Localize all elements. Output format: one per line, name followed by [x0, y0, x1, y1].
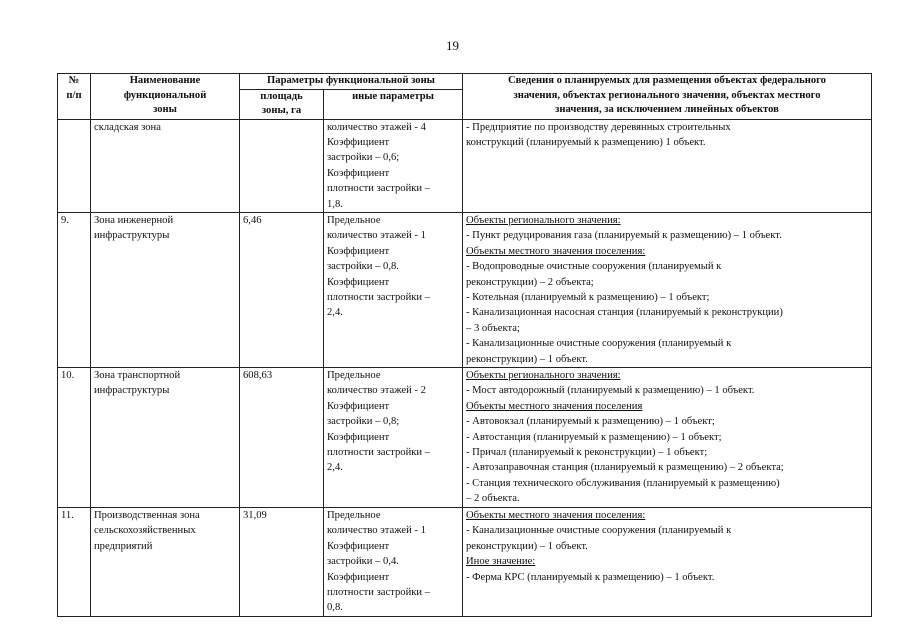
objects-heading: Объекты местного значения поселения: — [466, 245, 646, 257]
header-params-group: Параметры функциональной зоны — [240, 74, 463, 90]
object-item: - Канализационная насосная станция (планируемый к реконструкции) — [466, 307, 783, 319]
zone-area — [240, 119, 324, 212]
zone-name: Производственная зона сельскохозяйственных предприятий — [91, 508, 240, 617]
object-item: - Предприятие по производству деревянных строительных — [466, 121, 731, 133]
object-item: - Мост автодорожный (планируемый к размещению) – 1 объект. — [466, 385, 755, 397]
zone-params: Предельное количество этажей - 1 Коэффициент застройки – 0,4. Коэффициент плотности застройки – 0,8. — [324, 508, 463, 617]
objects-heading: Объекты регионального значения: — [466, 370, 621, 381]
header-zone-name: Наименование функциональной зоны — [91, 74, 240, 120]
row-number: 11. — [58, 508, 91, 617]
table-row — [58, 119, 872, 212]
zone-params: количество этажей - 4 Коэффициент застройки – 0,6; Коэффициент плотности застройки – 1,8. — [324, 119, 463, 212]
zone-area: 6,46 — [240, 212, 324, 367]
zone-area: 31,09 — [240, 508, 324, 617]
zone-name: складская зона — [91, 119, 240, 212]
object-item: - Пункт редуцирования газа (планируемый к размещению) – 1 объект. — [466, 230, 782, 242]
object-item: - Автозаправочная станция (планируемый к размещению) – 2 объекта; — [466, 462, 784, 474]
object-item: - Автовокзал (планируемый к размещению) – 1 объект; — [466, 416, 715, 428]
object-item: реконструкции) – 2 объекта; — [466, 276, 594, 288]
objects-heading: Объекты местного значения поселения — [466, 400, 643, 412]
zones-table — [57, 73, 872, 617]
zone-objects — [463, 212, 872, 367]
header-num: № п/п — [58, 74, 91, 120]
table-body — [58, 119, 872, 616]
header-area: площадь зоны, га — [240, 89, 324, 119]
zone-params: Предельное количество этажей - 2 Коэффициент застройки – 0,8; Коэффициент плотности застройки – 2,4. — [324, 368, 463, 508]
object-item: реконструкции) – 1 объект. — [466, 353, 588, 365]
objects-heading: Объекты местного значения поселения: — [466, 510, 646, 521]
row-number: 10. — [58, 368, 91, 508]
object-item: - Станция технического обслуживания (планируемый к размещению) — [466, 477, 780, 489]
objects-heading: Объекты регионального значения: — [466, 214, 621, 226]
zone-objects — [463, 368, 872, 508]
object-item: - Котельная (планируемый к размещению) – 1 объект; — [466, 291, 710, 303]
zone-params: Предельное количество этажей - 1 Коэффициент застройки – 0,8. Коэффициент плотности застройки – 2,4. — [324, 212, 463, 367]
object-item: – 2 объекта. — [466, 493, 520, 505]
objects-heading: Иное значение: — [466, 556, 536, 568]
table-row — [58, 368, 872, 508]
zone-area: 608,63 — [240, 368, 324, 508]
object-item: - Ферма КРС (планируемый к размещению) – 1 объект. — [466, 571, 715, 583]
object-item: - Водопроводные очистные сооружения (планируемый к — [466, 261, 722, 273]
object-item: - Канализационные очистные сооружения (планируемый к — [466, 525, 732, 537]
object-item: реконструкции) – 1 объект. — [466, 540, 588, 552]
header-other-params: иные параметры — [324, 89, 463, 119]
table-header — [58, 74, 872, 120]
zone-objects — [463, 119, 872, 212]
object-item: конструкций (планируемый к размещению) 1 объект. — [466, 136, 706, 148]
zone-name: Зона инженерной инфраструктуры — [91, 212, 240, 367]
row-number — [58, 119, 91, 212]
zone-objects — [463, 508, 872, 617]
header-objects: Сведения о планируемых для размещения объектах федерального значения, объектах регионального значения, объектах местного значения, за исключением линейных объектов — [463, 74, 872, 120]
table-row — [58, 508, 872, 617]
object-item: - Автостанция (планируемый к размещению) – 1 объект; — [466, 431, 722, 443]
zone-name: Зона транспортной инфраструктуры — [91, 368, 240, 508]
table-row — [58, 212, 872, 367]
object-item: – 3 объекта; — [466, 322, 520, 334]
row-number: 9. — [58, 212, 91, 367]
object-item: - Причал (планируемый к реконструкции) – 1 объект; — [466, 447, 708, 459]
page-number: 19 — [446, 38, 459, 53]
object-item: - Канализационные очистные сооружения (планируемый к — [466, 338, 732, 350]
